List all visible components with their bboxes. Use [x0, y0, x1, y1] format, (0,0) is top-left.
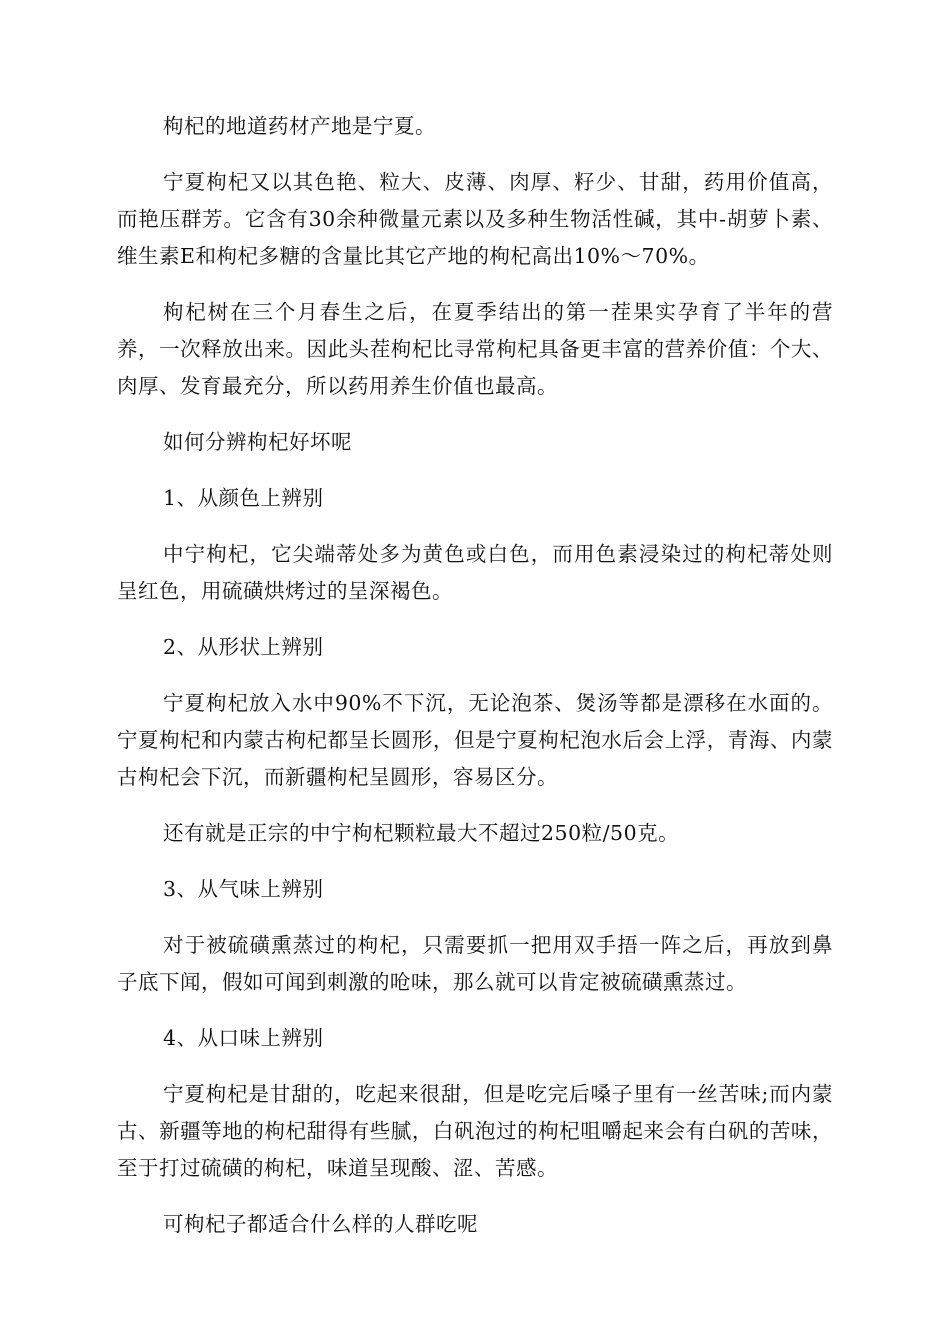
paragraph-grain-count: 还有就是正宗的中宁枸杞颗粒最大不超过250粒/50克。	[163, 821, 680, 845]
subheading-smell: 3、从气味上辨别	[163, 877, 324, 901]
document-page	[117, 108, 833, 1262]
paragraph-origin: 枸杞的地道药材产地是宁夏。	[163, 114, 436, 138]
paragraph-smell: 对于被硫磺熏蒸过的枸杞，只需要抓一把用双手捂一阵之后，再放到鼻子底下闻，假如可闻到刺激的呛味，那么就可以肯定被硫磺熏蒸过。	[117, 933, 833, 994]
section-heading-how-to-identify: 如何分辨枸杞好坏呢	[163, 430, 352, 454]
subheading-color: 1、从颜色上辨别	[163, 486, 324, 510]
paragraph-shape: 宁夏枸杞放入水中90%不下沉，无论泡茶、煲汤等都是漂移在水面的。宁夏枸杞和内蒙古枸杞都呈长圆形，但是宁夏枸杞泡水后会上浮，青海、内蒙古枸杞会下沉，而新疆枸杞呈圆形，容易区分。	[117, 691, 833, 789]
subheading-taste: 4、从口味上辨别	[163, 1026, 324, 1050]
paragraph-taste: 宁夏枸杞是甘甜的，吃起来很甜，但是吃完后嗓子里有一丝苦味;而内蒙古、新疆等地的枸杞甜得有些腻，白矾泡过的枸杞咀嚼起来会有白矾的苦味，至于打过硫磺的枸杞，味道呈现酸、涩、苦感。	[117, 1082, 833, 1180]
section-heading-suitable-people: 可枸杞子都适合什么样的人群吃呢	[163, 1212, 478, 1236]
paragraph-first-harvest: 枸杞树在三个月春生之后，在夏季结出的第一茬果实孕育了半年的营养，一次释放出来。因此头茬枸杞比寻常枸杞具备更丰富的营养价值：个大、肉厚、发育最充分，所以药用养生价值也最高。	[117, 300, 833, 398]
paragraph-ningxia-quality: 宁夏枸杞又以其色艳、粒大、皮薄、肉厚、籽少、甘甜，药用价值高，而艳压群芳。它含有30余种微量元素以及多种生物活性碱，其中-胡萝卜素、维生素E和枸杞多糖的含量比其它产地的枸杞高出10%～70%。	[117, 170, 833, 268]
subheading-shape: 2、从形状上辨别	[163, 635, 324, 659]
paragraph-color: 中宁枸杞，它尖端蒂处多为黄色或白色，而用色素浸染过的枸杞蒂处则呈红色，用硫磺烘烤过的呈深褐色。	[117, 542, 833, 603]
